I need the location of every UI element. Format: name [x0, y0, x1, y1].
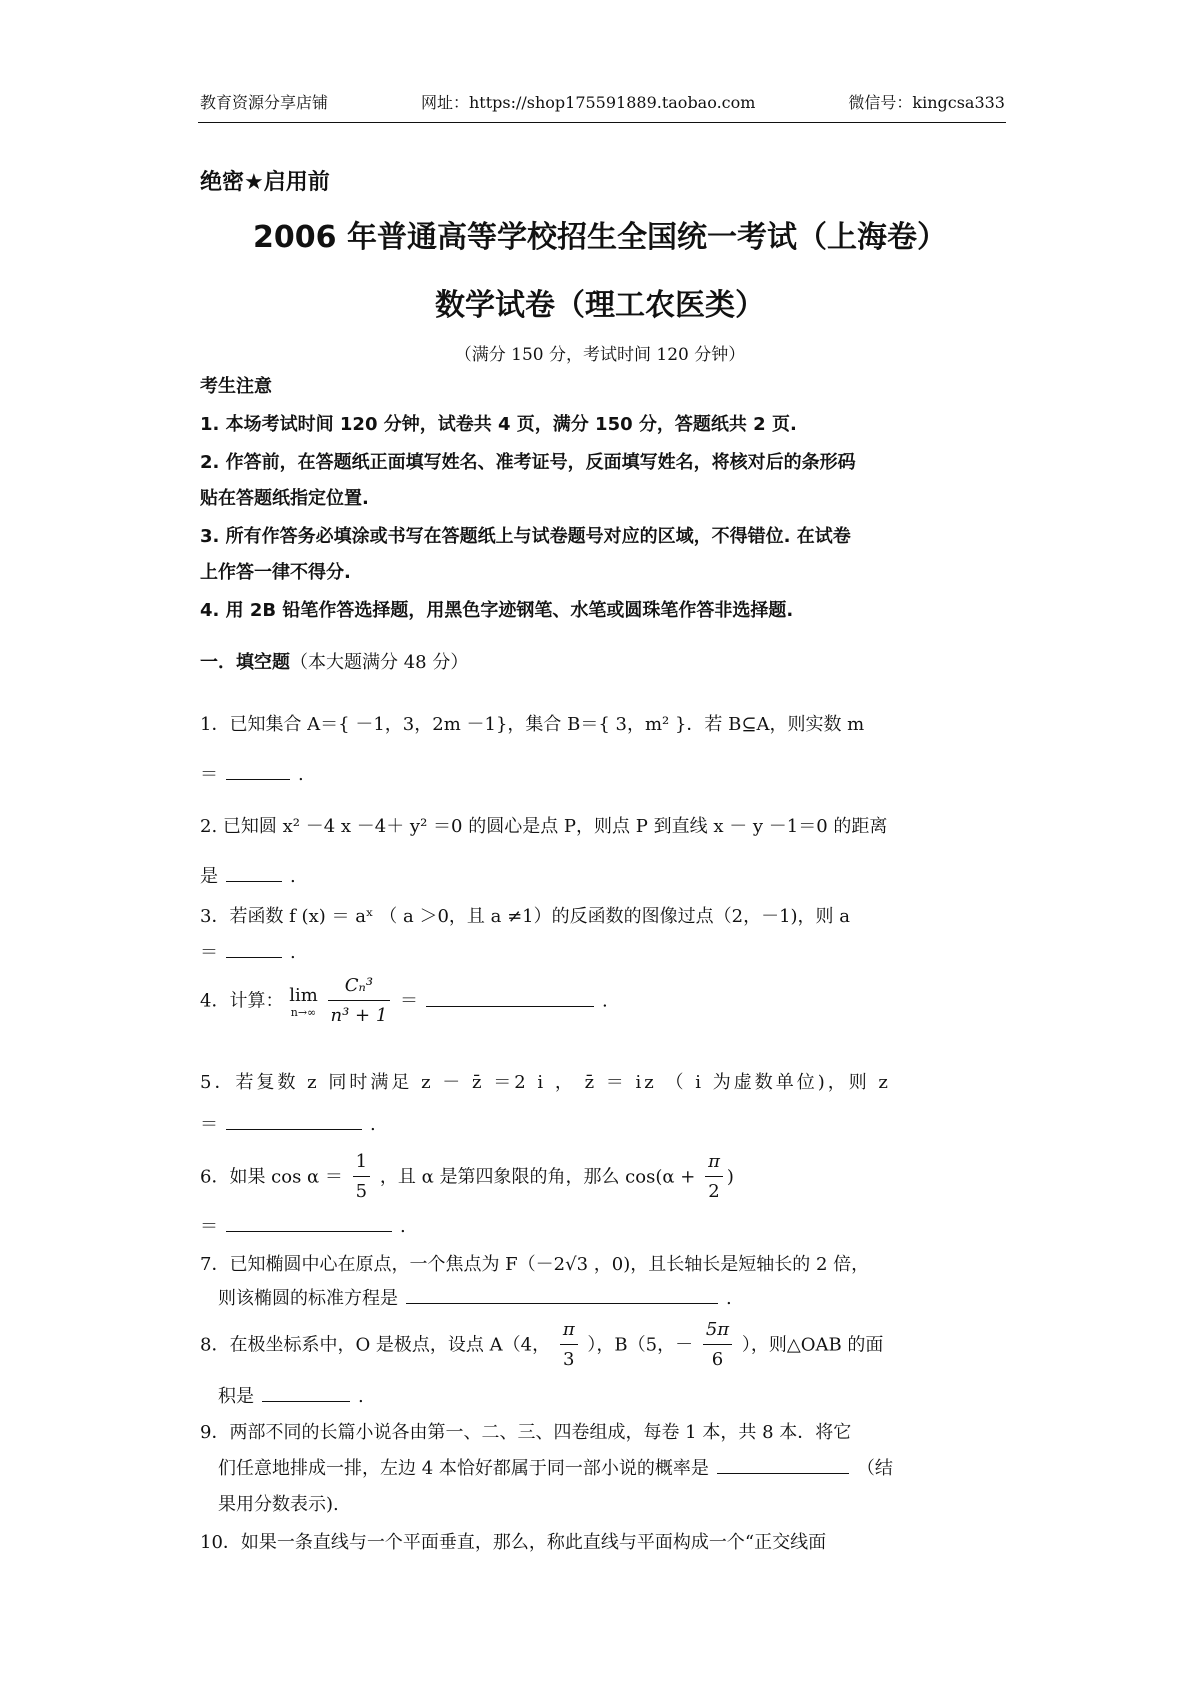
- question-7-line-2: [218, 1284, 732, 1310]
- text: 则该椭圆的标准方程是: [218, 1288, 398, 1309]
- note-item: 3. 所有作答务必填涂或书写在答题纸上与试卷题号对应的区域，不得错位. 在试卷: [200, 526, 851, 547]
- answer-blank[interactable]: [717, 1455, 849, 1474]
- section-note: （本大题满分 48 分）: [290, 652, 469, 673]
- period: .: [400, 1216, 406, 1237]
- period: .: [290, 866, 296, 887]
- answer-blank[interactable]: [226, 863, 282, 882]
- note-item: 4. 用 2B 铅笔作答选择题，用黑色字迹钢笔、水笔或圆珠笔作答非选择题.: [200, 600, 794, 621]
- question-6-line-2: [200, 1212, 406, 1238]
- numerator: Cₙ³: [328, 972, 391, 1001]
- text: 6．如果 cos α ＝: [200, 1166, 343, 1188]
- lim-text: lim: [289, 984, 318, 1006]
- answer-blank[interactable]: [226, 939, 282, 958]
- period: .: [370, 1114, 376, 1135]
- question-2-line-2: [200, 862, 296, 888]
- period: .: [290, 942, 296, 963]
- question-1-line-2: [200, 760, 304, 786]
- secret-label: 绝密★启用前: [200, 170, 330, 195]
- question-9-line-3: 果用分数表示).: [218, 1494, 339, 1515]
- score-line: （满分 150 分，考试时间 120 分钟）: [454, 345, 746, 365]
- fraction: [703, 1316, 732, 1375]
- text: ): [726, 1166, 734, 1188]
- numerator: π: [560, 1316, 578, 1345]
- numerator: 1: [353, 1148, 370, 1177]
- numerator: π: [705, 1148, 723, 1177]
- header-divider: [198, 122, 1006, 123]
- equals-sign: ＝: [400, 990, 419, 1012]
- header-shop: 教育资源分享店铺: [200, 93, 329, 112]
- period: .: [298, 764, 304, 785]
- question-9-line-2: [218, 1454, 893, 1480]
- note-item: 贴在答题纸指定位置.: [200, 488, 369, 509]
- fraction: [353, 1148, 370, 1207]
- section-heading: [200, 648, 468, 674]
- lim-subscript: n→∞: [290, 1005, 317, 1019]
- period: .: [602, 990, 608, 1012]
- note-item: 上作答一律不得分.: [200, 562, 351, 583]
- period: .: [726, 1288, 732, 1309]
- denominator: 2: [708, 1181, 720, 1202]
- question-3-line-2: [200, 938, 296, 964]
- question-6-line-1: [200, 1148, 734, 1207]
- question-3-line-1: 3．若函数 f (x) ＝ aˣ （ a ＞0，且 a ≠1）的反函数的图像过点（2，－1)，则 a: [200, 906, 850, 927]
- text: 4．计算：: [200, 990, 284, 1012]
- equals-sign: ＝: [200, 764, 218, 785]
- question-5-line-2: [200, 1110, 376, 1136]
- notes-heading: 考生注意: [200, 376, 272, 397]
- exam-subtitle: 数学试卷（理工农医类）: [435, 288, 765, 323]
- header-wechat: 微信号：kingcsa333: [848, 93, 1005, 112]
- text: 们任意地排成一排，左边 4 本恰好都属于同一部小说的概率是: [218, 1458, 709, 1479]
- page-header: [200, 90, 1005, 113]
- text: 是: [200, 866, 218, 887]
- text: ），则△OAB 的面: [741, 1334, 884, 1356]
- numerator: 5π: [703, 1316, 732, 1345]
- denominator: n³ + 1: [330, 1005, 388, 1026]
- question-8-line-1: [200, 1316, 883, 1375]
- equals-sign: ＝: [200, 1216, 218, 1237]
- fraction: [560, 1316, 578, 1375]
- limit-operator: [289, 985, 318, 1019]
- text: （结: [856, 1458, 893, 1479]
- equals-sign: ＝: [200, 1114, 218, 1135]
- question-5-line-1: 5．若复数 z 同时满足 z － z̄ ＝2 i ， z̄ ＝ iz （ i 为虚数单位)，则 z: [200, 1072, 891, 1093]
- question-9-line-1: 9．两部不同的长篇小说各由第一、二、三、四卷组成，每卷 1 本，共 8 本．将它: [200, 1422, 852, 1443]
- answer-blank[interactable]: [226, 1213, 392, 1232]
- answer-blank[interactable]: [406, 1285, 718, 1304]
- denominator: 3: [563, 1349, 575, 1370]
- question-8-line-2: [218, 1382, 364, 1408]
- section-label: 一．填空题: [200, 652, 290, 673]
- note-item: 1. 本场考试时间 120 分钟，试卷共 4 页，满分 150 分，答题纸共 2 页.: [200, 414, 797, 435]
- period: .: [358, 1386, 364, 1407]
- fraction: [705, 1148, 723, 1207]
- question-10-line-1: 10．如果一条直线与一个平面垂直，那么，称此直线与平面构成一个“正交线面: [200, 1532, 827, 1553]
- answer-blank[interactable]: [226, 761, 290, 780]
- text: ），B（5，－: [587, 1334, 694, 1356]
- text: ，且 α 是第四象限的角，那么 cos(α +: [379, 1166, 696, 1188]
- note-item: 2. 作答前，在答题纸正面填写姓名、准考证号，反面填写姓名，将核对后的条形码: [200, 452, 856, 473]
- answer-blank[interactable]: [262, 1383, 350, 1402]
- equals-sign: ＝: [200, 942, 218, 963]
- answer-blank[interactable]: [426, 988, 594, 1007]
- exam-title: 2006 年普通高等学校招生全国统一考试（上海卷）: [253, 220, 947, 255]
- text: 积是: [218, 1386, 254, 1407]
- question-1-line-1: 1．已知集合 A＝{ －1，3，2m －1}，集合 B＝{ 3，m² }．若 B⊆A，则实数 m: [200, 714, 865, 735]
- denominator: 6: [711, 1349, 724, 1370]
- text: 8．在极坐标系中，O 是极点，设点 A（4，: [200, 1334, 551, 1356]
- fraction: [328, 972, 391, 1031]
- question-4: [200, 972, 608, 1031]
- denominator: 5: [355, 1181, 368, 1202]
- question-2-line-1: 2. 已知圆 x² －4 x －4＋ y² ＝0 的圆心是点 P，则点 P 到直线 x － y －1＝0 的距离: [200, 816, 888, 837]
- question-7-line-1: 7．已知椭圆中心在原点，一个焦点为 F（－2√3 ，0)，且长轴长是短轴长的 2 倍，: [200, 1254, 870, 1275]
- header-url: 网址：https://shop175591889.taobao.com: [420, 93, 756, 112]
- answer-blank[interactable]: [226, 1111, 362, 1130]
